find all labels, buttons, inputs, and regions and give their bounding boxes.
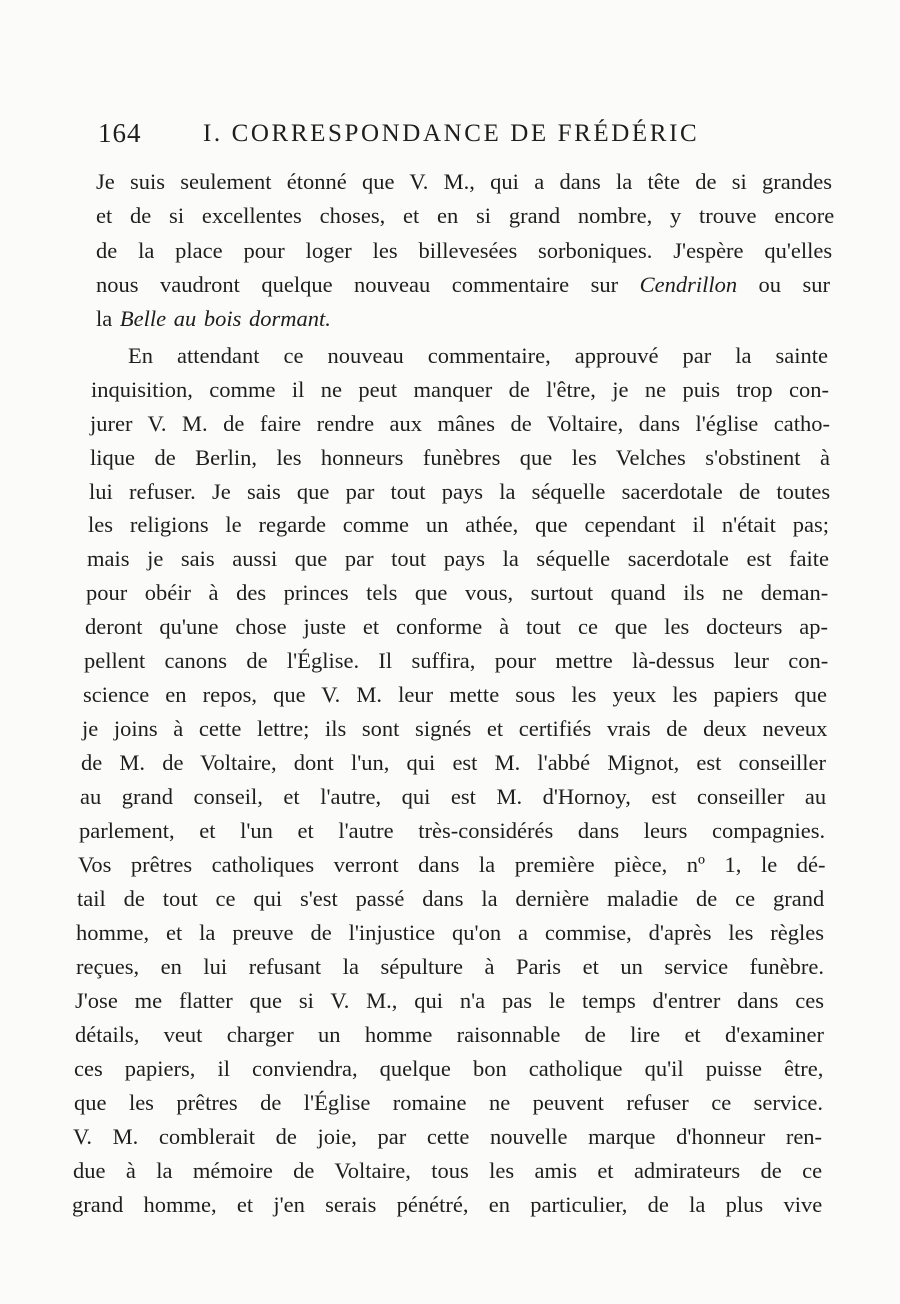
text-line: lui refuser. Je sais que par tout pays la séquelle sacerdotale de toutes	[89, 479, 831, 504]
italic-title: Belle au bois dormant.	[119, 306, 331, 331]
text-line: En attendant ce nouveau commentaire, approuvé par la sainte	[128, 343, 828, 368]
running-title: I. CORRESPONDANCE DE FRÉDÉRIC	[203, 120, 700, 147]
text-line: et de si excellentes choses, et en si grand nombre, y trouve encore	[96, 203, 835, 228]
italic-title: Cendrillon	[639, 272, 738, 297]
text-line: mais je sais aussi que par tout pays la séquelle sacerdotale est faite	[87, 546, 829, 571]
text-line: parlement, et l'un et l'autre très-considérés dans leurs compagnies.	[79, 818, 826, 843]
text-line: science en repos, que V. M. leur mette sous les yeux les papiers que	[83, 682, 827, 707]
text-line: deront qu'une chose juste et conforme à tout ce que les docteurs ap-	[85, 614, 828, 639]
text-line: que les prêtres de l'Église romaine ne peuvent refuser ce service.	[74, 1090, 823, 1115]
page-number: 164	[98, 118, 142, 148]
text-line: reçues, en lui refusant la sépulture à Paris et un service funèbre.	[76, 954, 824, 979]
text-line: au grand conseil, et l'autre, qui est M. d'Hornoy, est conseiller au	[80, 784, 827, 809]
text-fragment: nous vaudront quelque nouveau commentaire sur	[96, 272, 640, 297]
text-line: Je suis seulement étonné que V. M., qui a dans la tête de si grandes	[96, 169, 832, 194]
text-line	[96, 302, 396, 336]
text-line: les religions le regarde comme un athée, que cependant il n'était pas;	[88, 512, 829, 537]
text-line	[96, 268, 830, 302]
text-line: grand homme, et j'en serais pénétré, en particulier, de la plus vive	[72, 1192, 823, 1217]
text-line: inquisition, comme il ne peut manquer de l'être, je ne puis trop con-	[91, 377, 829, 402]
text-line: due à la mémoire de Voltaire, tous les amis et admirateurs de ce	[73, 1158, 823, 1183]
text-line: Vos prêtres catholiques verront dans la première pièce, nº 1, le dé-	[78, 852, 826, 877]
running-head	[98, 118, 838, 158]
text-line: de M. de Voltaire, dont l'un, qui est M. l'abbé Mignot, est conseiller	[81, 750, 826, 775]
text-line: jurer V. M. de faire rendre aux mânes de Voltaire, dans l'église catho-	[90, 411, 830, 436]
text-line: pellent canons de l'Église. Il suffira, pour mettre là-dessus leur con-	[84, 648, 829, 673]
text-fragment: ou sur	[737, 272, 830, 297]
text-line: V. M. comblerait de joie, par cette nouvelle marque d'honneur ren-	[73, 1124, 823, 1149]
text-line: lique de Berlin, les honneurs funèbres que les Velches s'obstinent à	[90, 445, 830, 470]
text-line: pour obéir à des princes tels que vous, surtout quand ils ne deman-	[86, 580, 829, 605]
text-line: de la place pour loger les billevesées sorboniques. J'espère qu'elles	[96, 238, 833, 263]
text-line: J'ose me flatter que si V. M., qui n'a pas le temps d'entrer dans ces	[75, 988, 824, 1013]
text-line: ces papiers, il conviendra, quelque bon catholique qu'il puisse être,	[74, 1056, 824, 1081]
text-line: homme, et la preuve de l'injustice qu'on a commise, d'après les règles	[76, 920, 824, 945]
text-line: je joins à cette lettre; ils sont signés et certifiés vrais de deux neveux	[82, 716, 828, 741]
text-line: tail de tout ce qui s'est passé dans la dernière maladie de ce grand	[77, 886, 825, 911]
text-line: détails, veut charger un homme raisonnable de lire et d'examiner	[75, 1022, 824, 1047]
text-fragment: la	[96, 306, 120, 331]
